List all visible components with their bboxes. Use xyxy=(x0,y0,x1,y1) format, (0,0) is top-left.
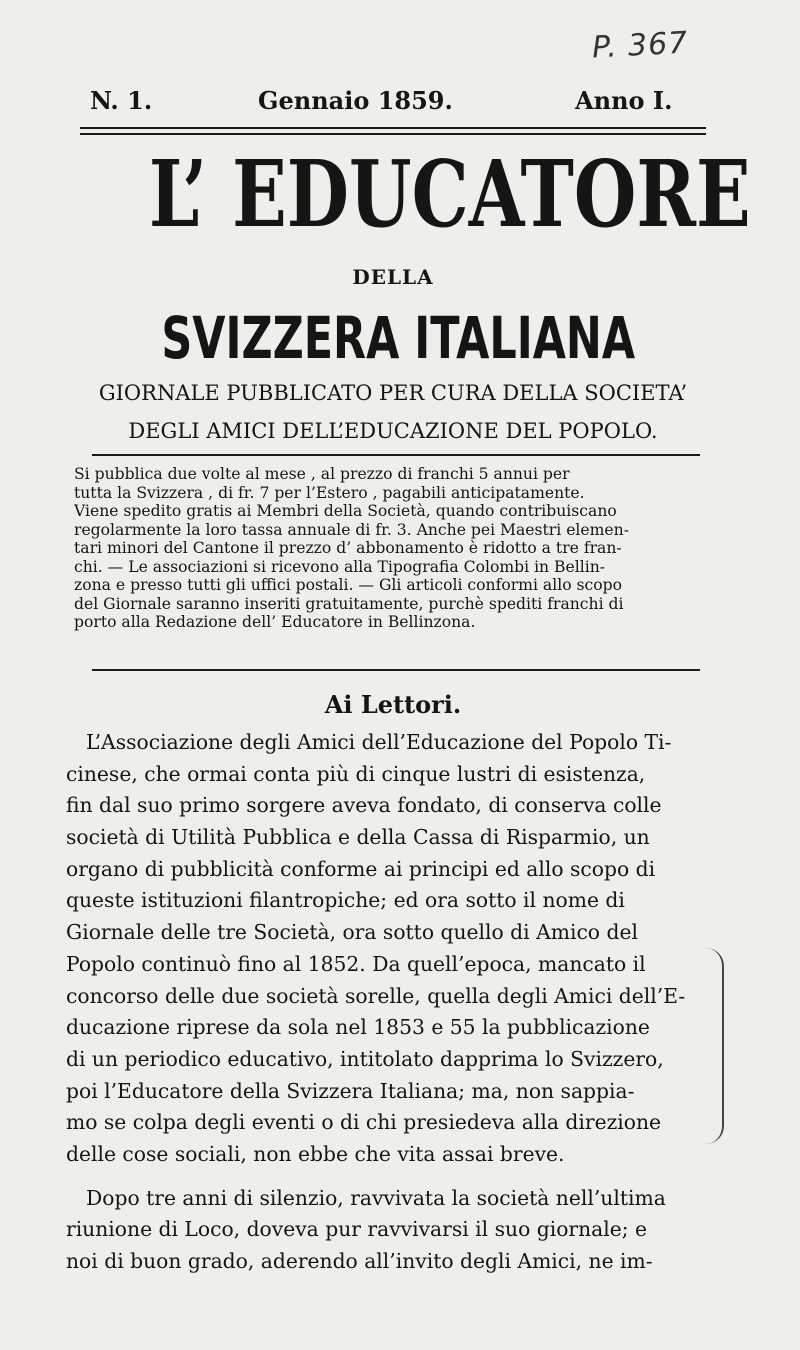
notice-line: Si pubblica due volte al mese , al prezzo di franchi 5 annui per xyxy=(74,465,570,483)
body-line: Dopo tre anni di silenzio, ravvivata la società nell’ultima xyxy=(86,1185,666,1210)
body-line: cinese, che ormai conta più di cinque lustri di esistenza, xyxy=(66,761,646,786)
notice-line: regolarmente la loro tassa annuale di fr. 3. Anche pei Maestri elemen- xyxy=(74,520,629,539)
body-line: Giornale delle tre Società, ora sotto quello di Amico del xyxy=(66,920,638,945)
divider-rule-bottom xyxy=(92,669,700,671)
notice-line: tari minori del Cantone il prezzo d’ abbonamento è ridotto a tre fran- xyxy=(74,539,622,557)
body-line: queste istituzioni filantropiche; ed ora sotto il nome di xyxy=(66,888,625,913)
body-line: ducazione riprese da sola nel 1853 e 55 la pubblicazione xyxy=(66,1015,650,1040)
body-line: di un periodico educativo, intitolato dapprima lo Svizzero, xyxy=(66,1046,664,1071)
paragraph-gap xyxy=(66,1171,696,1183)
body-line: Popolo continuò fino al 1852. Da quell’epoca, mancato il xyxy=(66,951,646,976)
body-line: noi di buon grado, aderendo all’invito degli Amici, ne im- xyxy=(66,1249,653,1273)
body-line: concorso delle due società sorelle, quella degli Amici dell’E- xyxy=(66,983,686,1008)
body-line: L’Associazione degli Amici dell’Educazione del Popolo Ti- xyxy=(86,730,672,754)
masthead-double-rule xyxy=(80,127,706,135)
notice-line: Viene spedito gratis ai Membri della Società, quando contribuiscano xyxy=(74,502,617,520)
body-line: riunione di Loco, doveva pur ravvivarsi il suo giornale; e xyxy=(66,1217,648,1242)
title-connector: DELLA xyxy=(352,265,434,289)
tagline-line-1: GIORNALE PUBBLICATO PER CURA DELLA SOCIETA’ xyxy=(98,381,688,405)
shelfmark-annotation: P. 367 xyxy=(591,25,690,66)
notice-line: porto alla Redazione dell’ Educatore in Bellinzona. xyxy=(74,613,476,631)
article-body xyxy=(66,727,696,1278)
issue-number: N. 1. xyxy=(90,86,153,115)
notice-line: tutta la Svizzera , di fr. 7 per l’Estero , pagabili anticipatamente. xyxy=(74,483,585,502)
tagline-line-2: DEGLI AMICI DELL’EDUCAZIONE DEL POPOLO. xyxy=(128,419,658,443)
margin-bracket-mark xyxy=(702,948,724,1144)
subscription-notice xyxy=(74,465,704,632)
masthead-row xyxy=(90,86,690,118)
section-heading: Ai Lettori. xyxy=(324,690,462,719)
issue-date: Gennaio 1859. xyxy=(258,86,453,115)
body-line: poi l’Educatore della Svizzera Italiana; ma, non sappia- xyxy=(66,1078,635,1103)
newspaper-subtitle: SVIZZERA ITALIANA xyxy=(161,304,636,372)
issue-year: Anno I. xyxy=(575,86,673,115)
notice-line: chi. — Le associazioni si ricevono alla Tipografia Colombi in Bellin- xyxy=(74,557,606,576)
body-line: mo se colpa degli eventi o di chi presiedeva alla direzione xyxy=(66,1110,662,1135)
notice-line: del Giornale saranno inseriti gratuitamente, purchè spediti franchi di xyxy=(74,594,624,613)
body-line: società di Utilità Pubblica e della Cassa di Risparmio, un xyxy=(66,825,650,850)
body-line: fin dal suo primo sorgere aveva fondato, di conserva colle xyxy=(66,793,662,818)
body-line: delle cose sociali, non ebbe che vita assai breve. xyxy=(66,1141,565,1166)
divider-rule-top xyxy=(92,454,700,456)
notice-line: zona e presso tutti gli uffici postali. — Gli articoli conformi allo scopo xyxy=(74,576,623,594)
newspaper-title: L’ EDUCATORE xyxy=(148,140,751,248)
body-line: organo di pubblicità conforme ai principi ed allo scopo di xyxy=(66,856,656,881)
